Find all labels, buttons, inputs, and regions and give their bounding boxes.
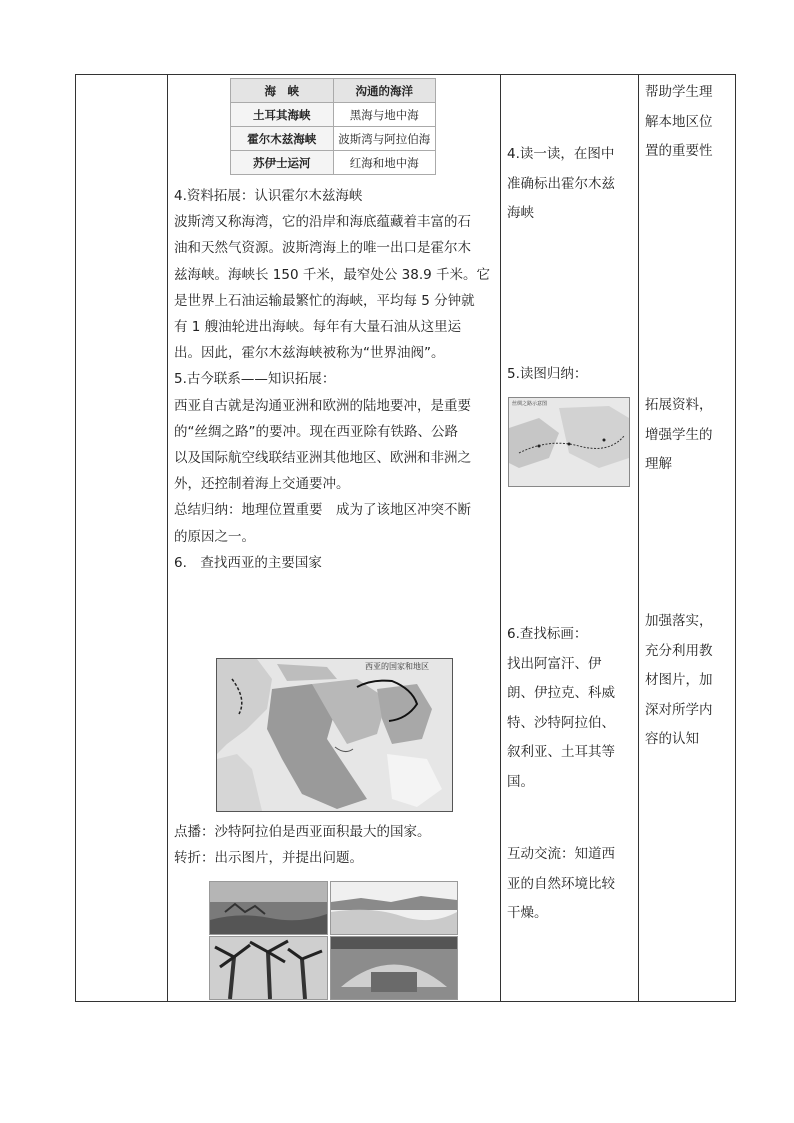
point-text: 点播：沙特阿拉伯是西亚面积最大的国家。 <box>174 824 431 840</box>
section-heading-4: 4.资料拓展：认识霍尔木兹海峡 <box>174 188 363 204</box>
map-graphic <box>217 659 452 811</box>
photo-desert <box>330 881 458 935</box>
activity-item-5: 5.读图归纳： <box>507 366 588 382</box>
section-heading-6: 6. 查找西亚的主要国家 <box>174 554 322 571</box>
interaction-text: 互动交流：知道西 亚的自然环境比较 干燥。 <box>507 846 615 921</box>
table-row: 土耳其海峡 黑海与地中海 <box>231 103 436 127</box>
student-activity-cell <box>501 75 639 1002</box>
strait-header: 海 峡 <box>231 79 334 103</box>
teaching-content-cell <box>168 75 501 1002</box>
blank-column-cell <box>76 75 168 1002</box>
table-row: 苏伊士运河 红海和地中海 <box>231 151 436 175</box>
intent-b: 拓展资料， 增强学生的 理解 <box>645 397 713 472</box>
west-asia-map <box>216 658 453 812</box>
lesson-plan-table <box>75 74 736 1002</box>
silk-road-mini-map <box>508 397 630 487</box>
activity-item-4: 4.读一读，在图中 准确标出霍尔木兹 海峡 <box>507 146 615 221</box>
photo-carpet-tent <box>330 936 458 1000</box>
activity-item-6: 6.查找标画： 找出阿富汗、伊 朗、伊拉克、科威 特、沙特阿拉伯、 叙利亚、土耳其等 国。 <box>507 626 615 790</box>
map-title: 西亚的国家和地区 <box>365 662 429 671</box>
ocean-header: 沟通的海洋 <box>333 79 436 103</box>
main-text-block-2 <box>174 819 496 871</box>
strait-table <box>230 78 436 175</box>
photo-camels <box>209 881 328 935</box>
intent-c: 加强落实， 充分利用教 材图片，加 深对所学内 容的认知 <box>645 613 713 747</box>
section-heading-5: 5.古今联系——知识拓展： <box>174 371 336 388</box>
mini-map-title: 丝绸之路示意图 <box>512 401 548 407</box>
design-intent-cell <box>639 75 736 1002</box>
photo-palms <box>209 936 328 1000</box>
main-text-block: 4.资料拓展：认识霍尔木兹海峡 波斯湾又称海湾，它的沿岸和海底蕴藏着丰富的石 油和天然气资源。波斯湾海上的唯一出口是霍尔木 兹海峡。海峡长 150 千米，最窄处公 38.9 千米。它 是世界上石油运输最繁忙的海峡，平均每 5 分钟就 有 1 艘油轮进出海峡。每年有大量石油从这里运 出。因此，霍尔木兹海峡被称为“世界油阀”。 5.古今联系——知识拓展： 西亚自古就是沟通亚洲和欧洲的陆地要冲，是重要 的“丝绸之路”的要冲。现在西亚除有铁路、公路 以及国际航空线联结亚洲其他地区、欧洲和非洲之 外，还控制着海上交通要冲。 总结归纳：地理位置重要 成为了该地区冲突不断 的原因之一。 6. 查找西亚的主要国家 <box>174 183 496 576</box>
intent-a: 帮助学生理 解本地区位 置的重要性 <box>645 84 713 159</box>
table-row: 霍尔木兹海峡 波斯湾与阿拉伯海 <box>231 127 436 151</box>
transition-text: 转折：出示图片，并提出问题。 <box>174 850 363 867</box>
